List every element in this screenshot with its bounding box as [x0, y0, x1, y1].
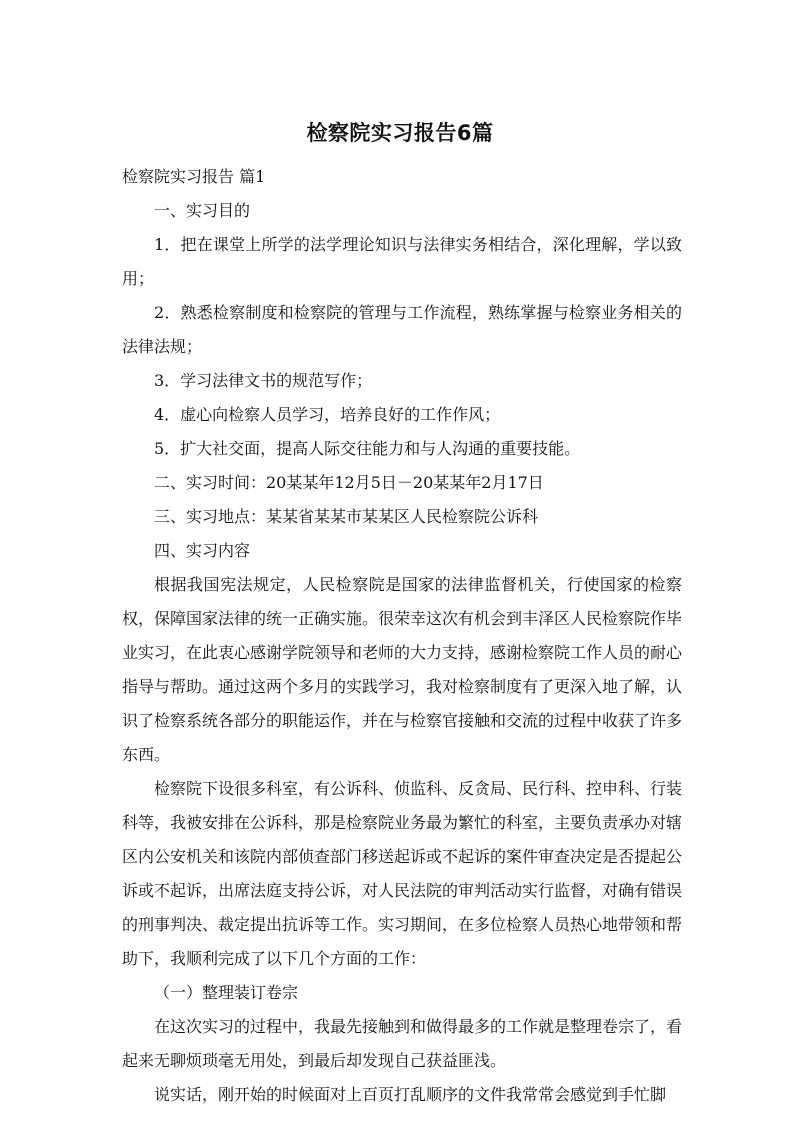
- body-paragraph: 在这次实习的过程中，我最先接触到和做得最多的工作就是整理卷宗了，看起来无聊烦琐毫无用处，到最后却发现自己获益匪浅。: [122, 1017, 683, 1070]
- purpose-item-3: 3．学习法律文书的规范写作；: [154, 371, 373, 390]
- section-heading-purpose: 一、实习目的: [154, 201, 251, 220]
- document-subtitle: 检察院实习报告 篇1: [122, 167, 266, 186]
- section-heading-time: 二、实习时间：20某某年12月5日－20某某年2月17日: [154, 473, 544, 492]
- purpose-item-5: 5．扩大社交面，提高人际交往能力和与人沟通的重要技能。: [154, 439, 581, 458]
- section-heading-content: 四、实习内容: [154, 541, 251, 560]
- purpose-item-4: 4．虚心向检察人员学习，培养良好的工作作风；: [154, 405, 501, 424]
- purpose-item-2: 2．熟悉检察制度和检察院的管理与工作流程，熟练掌握与检察业务相关的法律法规；: [122, 303, 682, 356]
- body-paragraph: 根据我国宪法规定，人民检察院是国家的法律监督机关，行使国家的检察权，保障国家法律的统一正确实施。很荣幸这次有机会到丰泽区人民检察院作毕业实习，在此衷心感谢学院领导和老师的大力支持，感谢检察院工作人员的耐心指导与帮助。通过这两个多月的实践学习，我对检察制度有了更深入地了解，认识了检察系统各部分的职能运作，并在与检察官接触和交流的过程中收获了许多东西。: [122, 575, 683, 764]
- body-paragraph: 说实话，刚开始的时候面对上百页打乱顺序的文件我常常会感觉到手忙脚: [154, 1085, 667, 1104]
- purpose-item-1: 1．把在课堂上所学的法学理论知识与法律实务相结合，深化理解，学以致用；: [122, 235, 682, 288]
- body-paragraph: 检察院下设很多科室，有公诉科、侦监科、反贪局、民行科、控申科、行装科等，我被安排在公诉科，那是检察院业务最为繁忙的科室，主要负责承办对辖区内公安机关和该院内部侦查部门移送起诉或不起诉的案件审查决定是否提起公诉或不起诉，出席法庭支持公诉，对人民法院的审判活动实行监督，对确有错误的刑事判决、裁定提出抗诉等工作。实习期间，在多位检察人员热心地带领和帮助下，我顺利完成了以下几个方面的工作：: [122, 779, 683, 968]
- subsection-heading: （一）整理装订卷宗: [154, 983, 299, 1002]
- document-body: [122, 160, 682, 1112]
- section-heading-location: 三、实习地点：某某省某某市某某区人民检察院公诉科: [154, 507, 539, 526]
- document-title: 检察院实习报告6篇: [306, 121, 494, 145]
